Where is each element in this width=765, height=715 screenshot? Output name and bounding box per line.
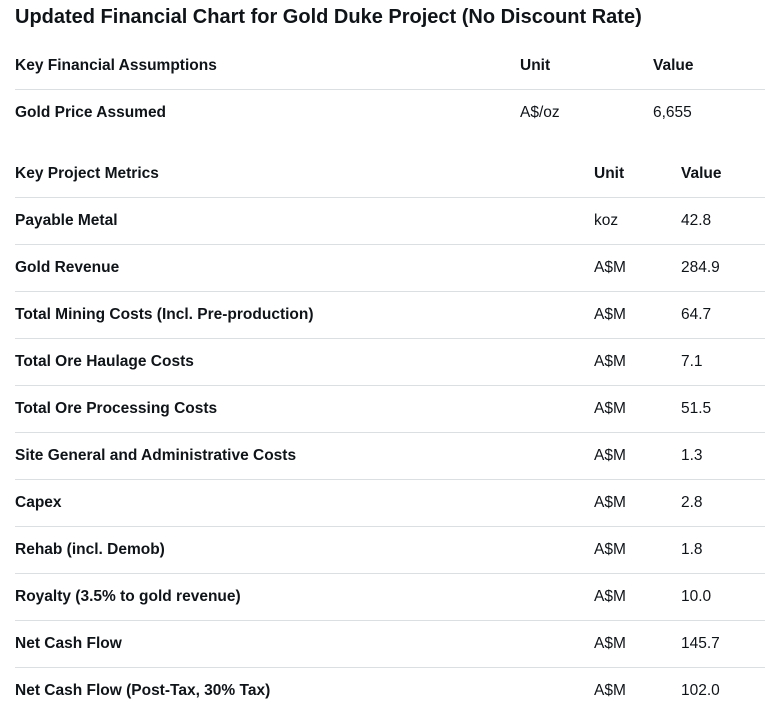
row-label: Capex [15, 480, 594, 527]
table-row [15, 386, 765, 433]
row-label: Net Cash Flow (Post-Tax, 30% Tax) [15, 682, 271, 699]
row-value: 6,655 [653, 104, 692, 121]
table-row [15, 668, 765, 715]
row-value: 1.8 [681, 527, 765, 574]
metrics-table [15, 151, 765, 714]
row-label: Royalty (3.5% to gold revenue) [15, 574, 594, 621]
table-header-row [15, 43, 765, 90]
row-unit: A$M [594, 433, 681, 480]
row-label: Rehab (incl. Demob) [15, 527, 594, 574]
table-row [15, 621, 765, 668]
row-label: Total Mining Costs (Incl. Pre-production) [15, 292, 594, 339]
row-unit: A$M [594, 339, 681, 386]
row-unit: A$M [594, 245, 681, 292]
table-row [15, 574, 765, 621]
row-label: Total Ore Haulage Costs [15, 339, 594, 386]
table-row [15, 90, 765, 137]
table-row [15, 292, 765, 339]
row-unit: A$M [594, 682, 626, 699]
column-header-value: Value [653, 43, 765, 90]
row-unit: A$M [594, 574, 681, 621]
table-row [15, 198, 765, 245]
row-value: 7.1 [681, 339, 765, 386]
assumptions-table [15, 43, 765, 136]
table-header-row [15, 151, 765, 198]
page-title: Updated Financial Chart for Gold Duke Project (No Discount Rate) [15, 6, 642, 28]
column-header-value: Value [681, 151, 765, 198]
row-unit: A$M [594, 621, 681, 668]
table-row [15, 245, 765, 292]
row-unit: A$M [594, 386, 681, 433]
row-label: Gold Price Assumed [15, 104, 167, 121]
row-value: 10.0 [681, 574, 765, 621]
row-label: Site General and Administrative Costs [15, 433, 594, 480]
table-row [15, 339, 765, 386]
row-unit: koz [594, 198, 681, 245]
row-unit: A$M [594, 292, 681, 339]
row-unit: A$/oz [520, 104, 560, 121]
row-label: Gold Revenue [15, 245, 594, 292]
row-value: 51.5 [681, 386, 765, 433]
table-row [15, 480, 765, 527]
row-value: 284.9 [681, 245, 765, 292]
row-value: 64.7 [681, 292, 765, 339]
row-label: Payable Metal [15, 198, 594, 245]
column-header-unit: Unit [520, 43, 653, 90]
row-value: 2.8 [681, 480, 765, 527]
table-row [15, 433, 765, 480]
row-value: 102.0 [681, 682, 720, 699]
row-label: Net Cash Flow [15, 621, 594, 668]
table-row [15, 527, 765, 574]
column-header-label: Key Financial Assumptions [15, 43, 520, 90]
row-unit: A$M [594, 527, 681, 574]
row-unit: A$M [594, 480, 681, 527]
row-label: Total Ore Processing Costs [15, 386, 594, 433]
column-header-label: Key Project Metrics [15, 151, 594, 198]
column-header-unit: Unit [594, 151, 681, 198]
row-value: 1.3 [681, 433, 765, 480]
row-value: 42.8 [681, 198, 765, 245]
row-value: 145.7 [681, 621, 765, 668]
